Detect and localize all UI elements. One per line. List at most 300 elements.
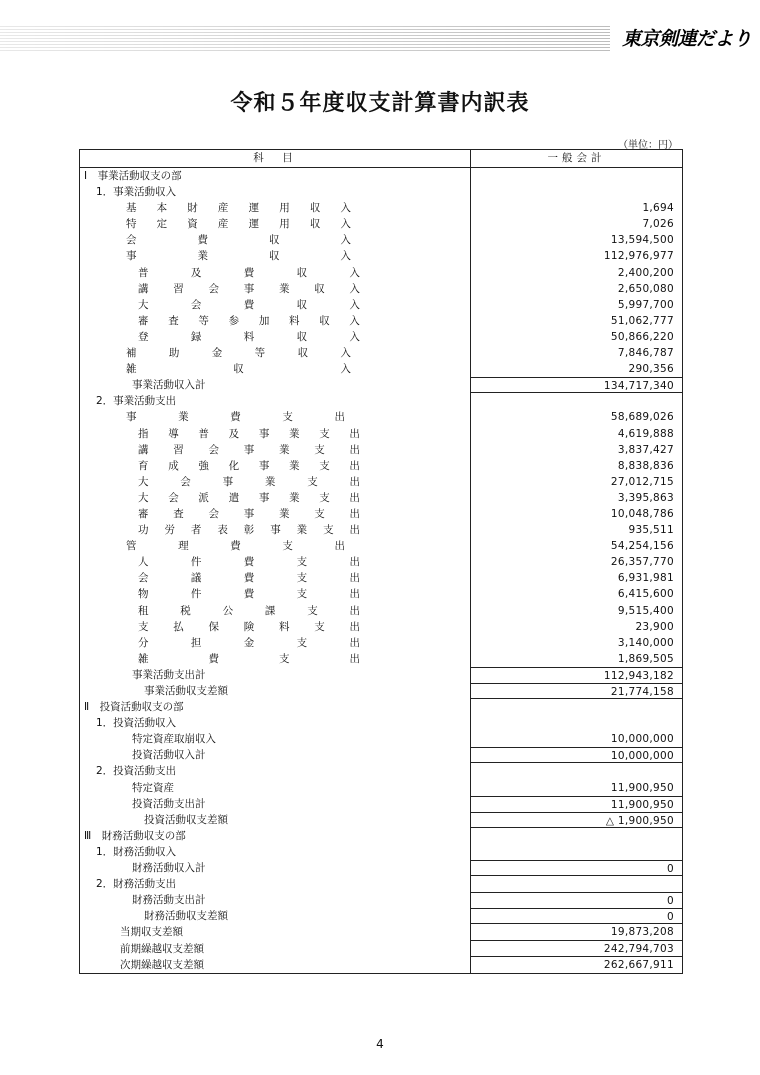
- label-char: 派: [198, 491, 209, 504]
- label-char: 入: [349, 314, 360, 327]
- table-row: [80, 393, 682, 409]
- row-label: [80, 409, 471, 425]
- row-amount: 58,689,026: [610, 411, 674, 424]
- label-char: 支: [314, 507, 325, 520]
- row-label-text: [138, 586, 360, 602]
- label-char: 雑: [138, 652, 149, 665]
- row-label: [80, 458, 471, 474]
- row-amount: [471, 184, 682, 200]
- row-amount: 51,062,777: [610, 314, 674, 327]
- label-char: 件: [190, 556, 202, 569]
- row-amount: 11,900,950: [610, 781, 674, 794]
- label-char: 運: [248, 218, 260, 231]
- row-label: [80, 184, 471, 200]
- label-char: 講: [138, 443, 149, 456]
- label-char: 人: [138, 556, 149, 569]
- row-amount: [471, 844, 682, 860]
- label-char: 課: [264, 604, 276, 617]
- row-label: [80, 442, 471, 458]
- row-label-text: [126, 538, 345, 554]
- row-label: [80, 586, 471, 602]
- label-char: 事: [258, 427, 270, 440]
- label-char: 出: [349, 507, 360, 520]
- row-label-text: 事業活動収入計: [132, 379, 206, 392]
- label-char: 物: [138, 588, 149, 601]
- row-amount: 21,774,158: [471, 683, 682, 699]
- row-amount: 112,976,977: [603, 250, 674, 263]
- row-label: [80, 603, 471, 619]
- label-char: 大: [138, 491, 149, 504]
- row-label-text: [138, 458, 360, 474]
- label-char: 支: [307, 604, 318, 617]
- table-row: [80, 635, 682, 651]
- row-label-text: 1．財務活動収入: [96, 845, 177, 858]
- row-label: [80, 313, 471, 329]
- row-amount: 6,415,600: [617, 588, 674, 601]
- row-label: [80, 538, 471, 554]
- row-label: [80, 474, 471, 490]
- table-row: [80, 892, 682, 908]
- label-char: 出: [349, 572, 360, 585]
- row-label: [80, 763, 471, 779]
- row-amount: [471, 876, 682, 892]
- row-label: [80, 860, 471, 876]
- label-char: 習: [173, 282, 184, 295]
- row-label: [80, 635, 471, 651]
- row-amount: 1,869,505: [617, 652, 674, 665]
- label-char: 業: [279, 443, 290, 456]
- table-row: [80, 168, 682, 184]
- row-amount: 3,837,427: [617, 443, 674, 456]
- label-char: 登: [138, 330, 149, 343]
- row-label: [80, 876, 471, 892]
- label-char: 費: [243, 572, 255, 585]
- label-char: 出: [349, 588, 360, 601]
- label-char: 支: [296, 636, 308, 649]
- label-char: 会: [208, 443, 219, 456]
- row-label-text: 事業活動支出計: [132, 668, 206, 681]
- label-char: 雑: [126, 363, 137, 376]
- label-char: 審: [138, 507, 149, 520]
- label-char: 出: [349, 475, 360, 488]
- row-label-text: 財務活動収入計: [132, 862, 206, 875]
- label-char: 事: [258, 459, 270, 472]
- label-char: 費: [230, 540, 241, 553]
- row-amount: [471, 763, 682, 779]
- label-char: 険: [243, 620, 255, 633]
- label-char: 支: [319, 427, 330, 440]
- row-label-text: 投資活動収入計: [132, 749, 206, 762]
- label-char: 入: [340, 363, 351, 376]
- label-char: 収: [296, 298, 308, 311]
- row-amount: 262,667,911: [603, 958, 674, 971]
- row-label: [80, 490, 471, 506]
- label-char: 支: [138, 620, 149, 633]
- label-char: 特: [126, 218, 137, 231]
- row-amount: 7,026: [642, 218, 674, 231]
- row-amount: 134,717,340: [471, 377, 682, 393]
- label-char: 入: [340, 234, 351, 247]
- table-row: [80, 538, 682, 554]
- label-char: 収: [314, 282, 325, 295]
- table-row: [80, 763, 682, 779]
- label-char: 出: [349, 556, 360, 569]
- row-label-text: [138, 603, 360, 619]
- row-amount: 0: [471, 860, 682, 876]
- table-row: [80, 458, 682, 474]
- row-amount: 5,997,700: [617, 298, 674, 311]
- row-label-text: Ⅱ 投資活動収支の部: [84, 701, 184, 714]
- row-label-text: [138, 490, 360, 506]
- table-header-row: [80, 150, 682, 168]
- label-char: 支: [319, 459, 330, 472]
- label-char: 産: [217, 218, 229, 231]
- label-char: 大: [138, 298, 149, 311]
- label-char: 査: [173, 507, 184, 520]
- label-char: 等: [198, 314, 209, 327]
- label-char: 料: [279, 620, 290, 633]
- row-amount: 4,619,888: [617, 427, 674, 440]
- row-label-text: Ⅲ 財務活動収支の部: [84, 829, 186, 842]
- label-char: 会: [190, 298, 202, 311]
- label-char: 費: [243, 556, 255, 569]
- row-label: [80, 683, 471, 699]
- table-row: [80, 200, 682, 216]
- row-label-text: 2．財務活動支出: [96, 878, 177, 891]
- table-row: [80, 908, 682, 924]
- row-label-text: 特定資産取崩収入: [132, 733, 216, 746]
- label-char: 支: [307, 475, 318, 488]
- label-char: 分: [138, 636, 149, 649]
- label-char: 大: [138, 475, 149, 488]
- table-row: [80, 844, 682, 860]
- row-amount: 112,943,182: [471, 667, 682, 683]
- label-char: 入: [340, 250, 351, 263]
- page-number: 4: [376, 1037, 384, 1051]
- label-char: 支: [296, 556, 308, 569]
- table-row: [80, 586, 682, 602]
- label-char: 強: [198, 459, 209, 472]
- label-char: 業: [296, 524, 308, 537]
- label-char: 管: [126, 540, 137, 553]
- label-char: 成: [168, 459, 179, 472]
- label-char: 金: [243, 636, 255, 649]
- table-row: [80, 329, 682, 345]
- label-char: 助: [168, 347, 180, 360]
- label-char: 出: [349, 604, 360, 617]
- label-char: 支: [279, 652, 290, 665]
- label-char: 支: [319, 491, 330, 504]
- row-label: [80, 619, 471, 635]
- table-row: [80, 248, 682, 264]
- table-row: [80, 570, 682, 586]
- label-char: 支: [296, 588, 308, 601]
- row-label: [80, 216, 471, 232]
- label-char: 録: [190, 330, 202, 343]
- row-amount: 10,048,786: [610, 507, 674, 520]
- table-row: [80, 490, 682, 506]
- row-label: [80, 265, 471, 281]
- table-row: [80, 957, 682, 973]
- label-char: 支: [323, 524, 334, 537]
- label-char: 業: [289, 491, 300, 504]
- label-char: 入: [340, 347, 351, 360]
- row-amount: 54,254,156: [610, 540, 674, 553]
- row-label-text: [138, 281, 360, 297]
- row-label: [80, 651, 471, 667]
- label-char: 査: [168, 314, 179, 327]
- label-char: 出: [349, 491, 360, 504]
- label-char: 表: [217, 524, 228, 537]
- row-amount: [471, 715, 682, 731]
- label-char: 業: [279, 282, 290, 295]
- row-amount: 10,000,000: [610, 733, 674, 746]
- label-char: 資: [187, 218, 198, 231]
- label-char: 業: [289, 459, 300, 472]
- row-amount: 23,900: [635, 620, 674, 633]
- label-char: 事: [126, 250, 137, 263]
- label-char: 導: [168, 427, 179, 440]
- label-char: 入: [340, 202, 351, 215]
- table-row: [80, 184, 682, 200]
- table-row: [80, 442, 682, 458]
- row-label: [80, 281, 471, 297]
- label-char: 保: [208, 620, 219, 633]
- label-char: 費: [197, 234, 208, 247]
- label-char: 収: [296, 266, 308, 279]
- table-body: [80, 168, 682, 973]
- table-row: [80, 426, 682, 442]
- table-row: [80, 731, 682, 747]
- label-char: 出: [349, 524, 360, 537]
- label-char: 会: [168, 491, 179, 504]
- label-char: 出: [349, 652, 360, 665]
- row-label: [80, 248, 471, 264]
- row-label-text: 当期収支差額: [120, 926, 183, 939]
- row-amount: △ 1,900,950: [471, 812, 682, 828]
- label-char: 事: [243, 507, 255, 520]
- label-char: 基: [126, 202, 137, 215]
- label-char: 加: [258, 314, 270, 327]
- row-label: [80, 780, 471, 796]
- row-amount: 242,794,703: [471, 941, 682, 957]
- table-row: [80, 780, 682, 796]
- label-char: 収: [309, 218, 321, 231]
- label-char: 費: [243, 298, 255, 311]
- label-char: 入: [349, 330, 360, 343]
- label-char: 習: [173, 443, 184, 456]
- label-char: 費: [243, 588, 255, 601]
- label-char: 会: [208, 282, 219, 295]
- row-amount: 10,000,000: [471, 747, 682, 763]
- label-char: 出: [349, 459, 360, 472]
- row-label-text: [126, 409, 345, 425]
- label-char: 等: [254, 347, 266, 360]
- row-label: [80, 715, 471, 731]
- table-row: [80, 281, 682, 297]
- row-label-text: 特定資産: [132, 781, 174, 794]
- row-label-text: [126, 200, 351, 216]
- row-label: [80, 329, 471, 345]
- row-label: [80, 200, 471, 216]
- label-char: 料: [243, 330, 255, 343]
- table-row: [80, 876, 682, 892]
- row-label: [80, 506, 471, 522]
- label-char: 事: [243, 443, 255, 456]
- row-label: [80, 554, 471, 570]
- label-char: 公: [222, 604, 234, 617]
- row-label: [80, 924, 471, 940]
- table-row: [80, 860, 682, 876]
- row-amount: 0: [471, 908, 682, 924]
- label-char: 運: [248, 202, 260, 215]
- label-char: 及: [190, 266, 202, 279]
- label-char: 料: [289, 314, 300, 327]
- row-amount: 27,012,715: [610, 475, 674, 488]
- statement-table: [79, 149, 683, 974]
- row-amount: 8,838,836: [617, 459, 674, 472]
- row-amount: 935,511: [628, 524, 674, 537]
- row-amount: 19,873,208: [471, 924, 682, 940]
- label-char: 参: [228, 314, 240, 327]
- row-label-text: 1．投資活動収入: [96, 717, 177, 730]
- label-char: 収: [297, 347, 309, 360]
- label-char: 理: [178, 540, 189, 553]
- row-amount: 50,866,220: [610, 330, 674, 343]
- row-label-text: [138, 265, 360, 281]
- label-char: 入: [349, 282, 360, 295]
- label-char: 普: [198, 427, 209, 440]
- label-char: 育: [138, 459, 149, 472]
- row-label: [80, 796, 471, 812]
- table-row: [80, 216, 682, 232]
- row-label-text: 投資活動収支差額: [144, 813, 228, 826]
- label-char: 入: [349, 266, 360, 279]
- row-label: [80, 747, 471, 763]
- table-row: [80, 683, 682, 699]
- table-row: [80, 603, 682, 619]
- row-amount: 3,140,000: [617, 636, 674, 649]
- label-char: 普: [138, 266, 149, 279]
- row-label: [80, 297, 471, 313]
- label-char: 事: [243, 282, 255, 295]
- table-row: [80, 619, 682, 635]
- label-char: 会: [126, 234, 137, 247]
- table-row: [80, 812, 682, 828]
- table-row: [80, 715, 682, 731]
- table-row: [80, 377, 682, 393]
- label-char: 費: [208, 652, 219, 665]
- row-label-text: [138, 426, 360, 442]
- label-char: 事: [258, 491, 270, 504]
- label-char: 用: [279, 218, 290, 231]
- row-label: [80, 699, 471, 715]
- masthead-logo: 東京剣連だより: [622, 28, 752, 50]
- label-char: 出: [334, 411, 345, 424]
- label-char: 出: [334, 540, 345, 553]
- row-amount: 290,356: [628, 363, 674, 376]
- row-label: [80, 941, 471, 957]
- table-row: [80, 941, 682, 957]
- table-row: [80, 345, 682, 361]
- label-char: 業: [289, 427, 300, 440]
- table-row: [80, 554, 682, 570]
- row-label-text: 財務活動支出計: [132, 894, 206, 907]
- label-char: 払: [173, 620, 184, 633]
- label-char: 支: [282, 411, 293, 424]
- label-char: 業: [279, 507, 290, 520]
- label-char: 収: [296, 330, 308, 343]
- label-char: 件: [190, 588, 202, 601]
- label-char: 収: [319, 314, 330, 327]
- row-label: [80, 957, 471, 973]
- row-amount: 6,931,981: [617, 572, 674, 585]
- label-char: 支: [314, 443, 325, 456]
- label-char: 費: [243, 266, 255, 279]
- label-char: 者: [190, 524, 202, 537]
- row-label-text: 1．事業活動収入: [96, 186, 177, 199]
- row-label-text: [138, 554, 360, 570]
- label-char: 出: [349, 427, 360, 440]
- label-char: 出: [349, 620, 360, 633]
- row-label: [80, 361, 471, 377]
- row-label-text: [126, 361, 351, 377]
- label-char: 収: [269, 234, 280, 247]
- table-row: [80, 522, 682, 538]
- row-amount: [471, 168, 682, 184]
- label-char: 税: [180, 604, 191, 617]
- label-char: 遣: [228, 491, 240, 504]
- row-label-text: Ⅰ 事業活動収支の部: [84, 170, 182, 182]
- row-label-text: 次期繰越収支差額: [120, 958, 204, 971]
- row-label-text: [138, 635, 360, 651]
- label-char: 会: [138, 572, 149, 585]
- label-char: 入: [340, 218, 351, 231]
- label-char: 指: [138, 427, 149, 440]
- header-stripe-band: [0, 26, 610, 52]
- row-label: [80, 345, 471, 361]
- label-char: 補: [126, 347, 137, 360]
- label-char: 業: [178, 411, 189, 424]
- label-char: 講: [138, 282, 149, 295]
- table-row: [80, 313, 682, 329]
- row-label-text: 2．投資活動支出: [96, 765, 177, 778]
- label-char: 金: [211, 347, 223, 360]
- row-amount: 3,395,863: [617, 491, 674, 504]
- label-char: 費: [230, 411, 241, 424]
- row-label: [80, 393, 471, 409]
- row-label-text: 前期繰越収支差額: [120, 942, 204, 955]
- header-amount: 一般会計: [547, 152, 606, 164]
- row-amount: [471, 393, 682, 409]
- table-row: [80, 651, 682, 667]
- label-char: 収: [309, 202, 321, 215]
- label-char: 会: [180, 475, 191, 488]
- row-label-text: [138, 474, 360, 490]
- row-label: [80, 570, 471, 586]
- row-label: [80, 667, 471, 683]
- row-amount: 1,694: [642, 202, 674, 215]
- table-row: [80, 667, 682, 683]
- row-label-text: [126, 216, 351, 232]
- row-label: [80, 828, 471, 844]
- row-amount: 11,900,950: [471, 796, 682, 812]
- row-amount: 2,400,200: [617, 266, 674, 279]
- table-row: [80, 409, 682, 425]
- row-label: [80, 522, 471, 538]
- row-label-text: [126, 248, 351, 264]
- row-amount: 26,357,770: [610, 556, 674, 569]
